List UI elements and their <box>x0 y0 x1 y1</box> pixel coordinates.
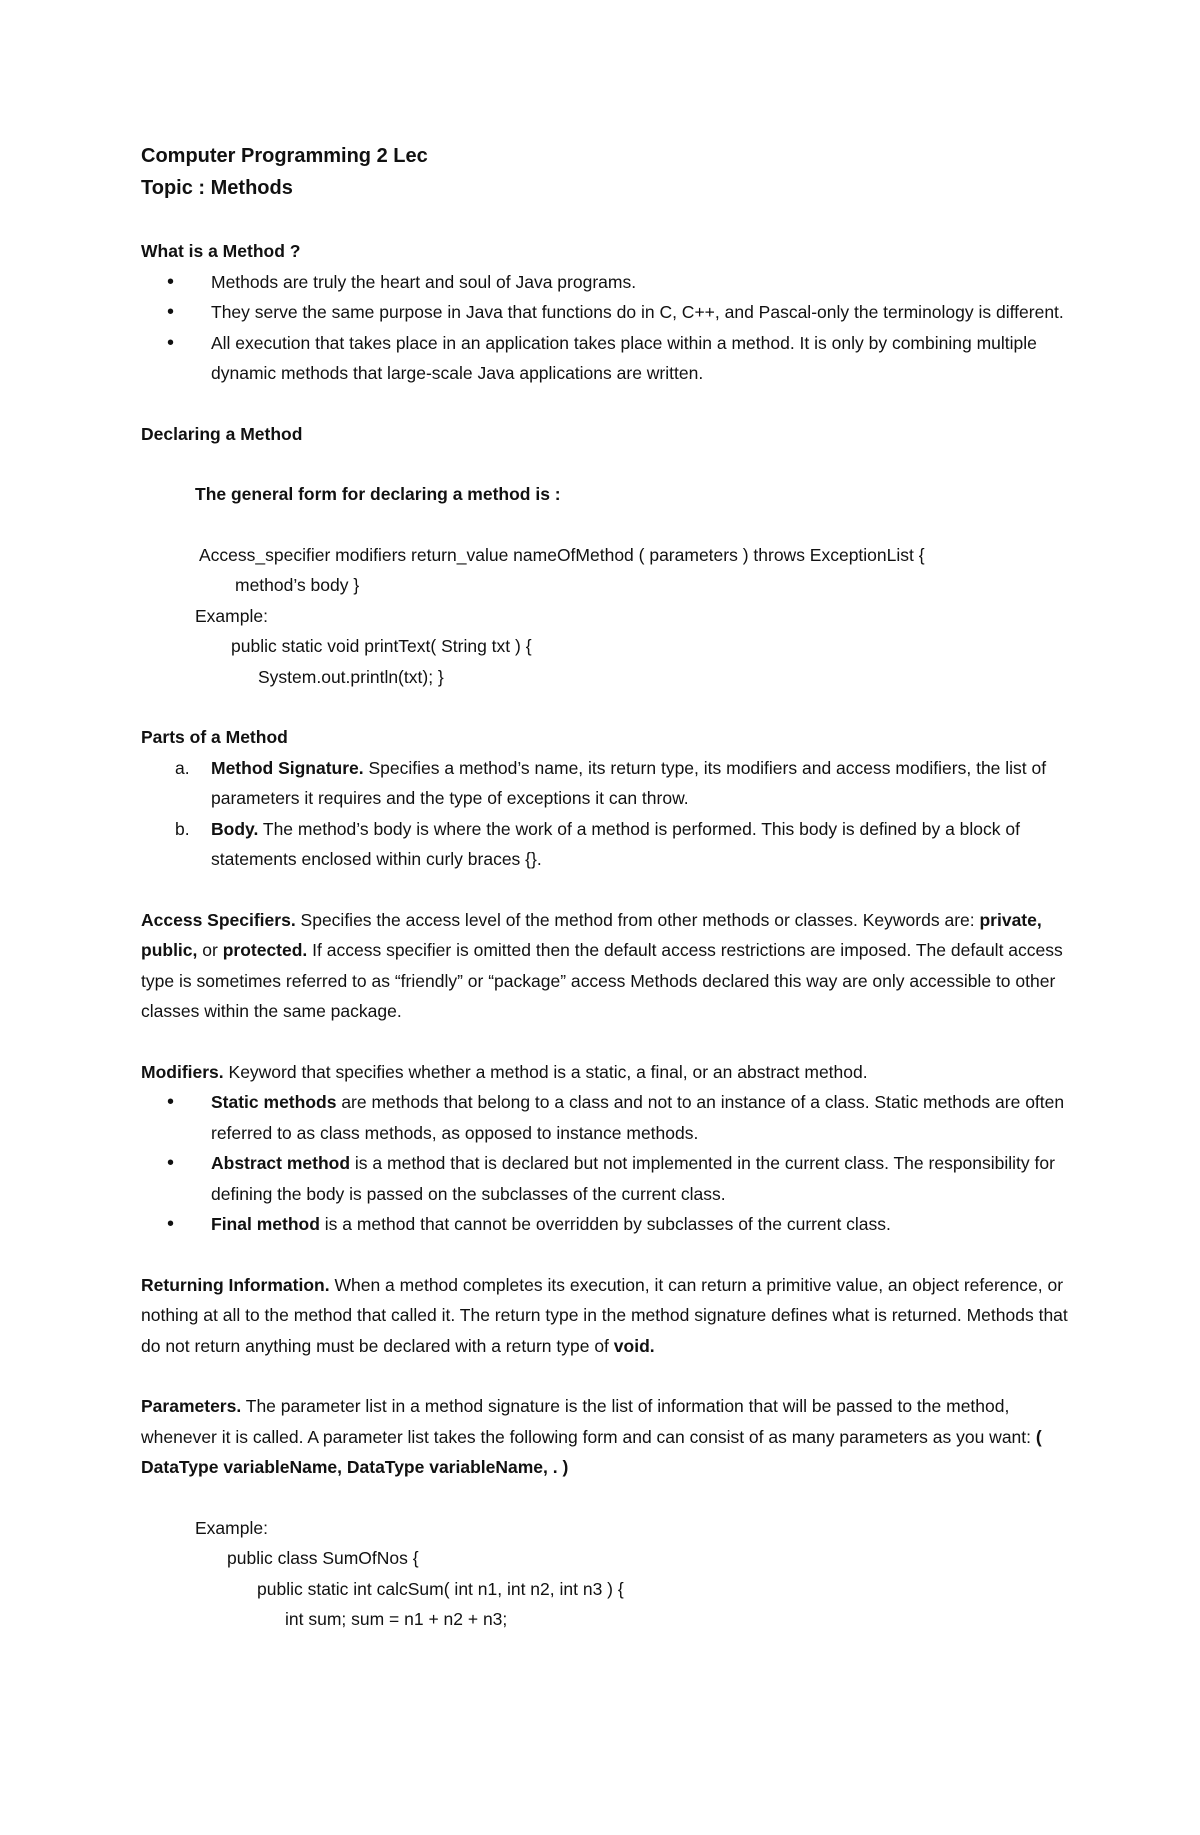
list-item: • Methods are truly the heart and soul of Java programs. <box>141 267 1071 298</box>
returning-term: Returning Information. <box>141 1274 330 1295</box>
modifier-term: Final method <box>211 1214 320 1234</box>
list-item <box>141 753 1071 814</box>
modifiers-list <box>141 1087 1071 1240</box>
list-marker: b. <box>175 818 190 839</box>
parameters-form: ( DataType variableName, DataType variableName, . ) <box>141 1426 1042 1477</box>
access-text: If access specifier is omitted then the default access restrictions are imposed. The default access type is sometimes referred to as “friendly” or “package” access Methods declared this way are only accessible to other classes within the same package. <box>141 940 1063 1021</box>
access-paragraph <box>141 905 1071 1027</box>
parameters-text: The parameter list in a method signature is the list of information that will be passed to the method, whenever it is called. A parameter list takes the following form and can consist of as many parameters as you want: <box>141 1396 1036 1447</box>
access-keywords: private, public, <box>141 909 1042 960</box>
parameters-term: Parameters. <box>141 1396 242 1416</box>
modifiers-text: Keyword that specifies whether a method is a static, a final, or an abstract method. <box>223 1061 868 1082</box>
access-text: Specifies the access level of the method from other methods or classes. Keywords are: <box>295 909 980 930</box>
example-code-line: System.out.println(txt); } <box>258 666 444 687</box>
list-item <box>141 1209 1071 1240</box>
modifiers-term: Modifiers. <box>141 1061 224 1082</box>
example-code-line: public class SumOfNos { <box>227 1548 419 1568</box>
what-is-list <box>141 267 1071 389</box>
list-marker: a. <box>175 757 190 778</box>
modifier-text: is a method that is declared but not implemented in the current class. The responsibility for defining the body is passed on the subclasses of the current class. <box>211 1153 1055 1204</box>
list-item: • All execution that takes place in an application takes place within a method. It is only by combining multiple dynamic methods that large-scale Java applications are written. <box>141 328 1071 389</box>
what-is-heading: What is a Method ? <box>141 241 301 261</box>
returning-keyword: void. <box>613 1335 655 1356</box>
part-term: Body. <box>211 818 259 839</box>
modifier-text: are methods that belong to a class and not to an instance of a class. Static methods are often referred to as class methods, as opposed to instance methods. <box>211 1092 1065 1143</box>
general-form-label: The general form for declaring a method is : <box>195 484 561 504</box>
parts-heading: Parts of a Method <box>141 727 288 747</box>
list-item: • They serve the same purpose in Java that functions do in C, C++, and Pascal-only the terminology is different. <box>141 297 1071 328</box>
parameters-paragraph <box>141 1391 1071 1483</box>
part-term: Method Signature. <box>211 757 364 778</box>
returning-text: When a method completes its execution, it can return a primitive value, an object reference, or nothing at all to the method that called it. The return type in the method signature defines what is returned. Methods that do not return anything must be declared with a return type of <box>141 1274 1068 1356</box>
example-code-line: int sum; sum = n1 + n2 + n3; <box>285 1609 508 1629</box>
example-label: Example: <box>195 1517 268 1538</box>
list-item <box>141 1148 1071 1209</box>
declaring-heading: Declaring a Method <box>141 423 303 444</box>
list-item <box>141 814 1071 875</box>
modifiers-paragraph <box>141 1057 1071 1088</box>
document-page <box>141 140 1071 1635</box>
syntax-line: Access_specifier modifiers return_value nameOfMethod ( parameters ) throws ExceptionList { <box>199 544 925 565</box>
example-code-line: public static int calcSum( int n1, int n2, int n3 ) { <box>257 1578 624 1599</box>
list-item <box>141 1087 1071 1148</box>
topic-title: Topic : Methods <box>141 177 293 199</box>
course-title: Computer Programming 2 Lec <box>141 145 428 167</box>
example-label: Example: <box>195 605 268 626</box>
modifier-text: is a method that cannot be overridden by subclasses of the current class. <box>319 1214 891 1234</box>
modifier-term: Static methods <box>211 1092 337 1112</box>
part-text: Specifies a method’s name, its return type, its modifiers and access modifiers, the list of parameters it requires and the type of exceptions it can throw. <box>211 757 1047 808</box>
access-keyword: protected. <box>222 940 308 960</box>
access-text: or <box>197 940 223 960</box>
access-term: Access Specifiers. <box>141 909 296 930</box>
modifier-term: Abstract method <box>211 1153 351 1173</box>
part-text: The method’s body is where the work of a method is performed. This body is defined by a block of statements enclosed within curly braces {}. <box>211 818 1020 869</box>
parts-list <box>141 753 1071 875</box>
returning-paragraph <box>141 1270 1071 1362</box>
example-code-line: public static void printText( String txt ) { <box>231 636 532 656</box>
syntax-body: method’s body } <box>235 575 360 595</box>
